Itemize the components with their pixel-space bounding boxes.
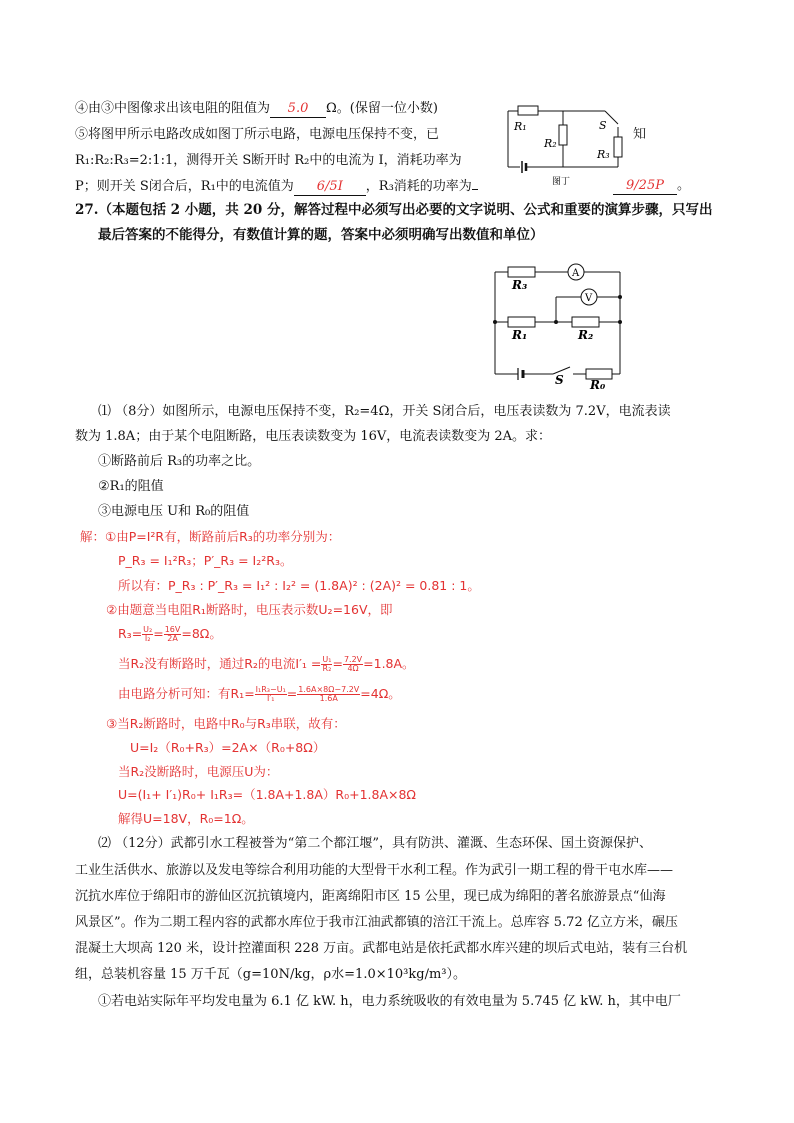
circuit-label-r1: R₁ [512, 328, 528, 342]
circuit-diagram-main [488, 258, 638, 390]
q27-p2-line6: 组，总装机容量 15 万千瓦（g=10N/kg，ρ水=1.0×10³kg/m³）。 [75, 967, 466, 982]
solution-step3: 所以有：P_R₃ : P′_R₃ = I₁² : I₂² = (1.8A)² : (2A)² = 0.81 : 1。 [118, 578, 480, 593]
circuit-voltmeter-label: V [585, 293, 593, 304]
q27-p2-line5: 混凝土大坝高 120 米，设计控灌面积 228 万亩。武都电站是依托武都水库兴建的坝后式电站，装有三台机 [75, 941, 688, 956]
q27-header-line2: 最后答案的不能得分，有数值计算的题，答案中必须明确写出数值和单位） [98, 227, 544, 243]
solution-step8: ③当R₂断路时，电路中R₀与R₃串联，故有： [106, 716, 346, 731]
q27-p2-question1: ①若电站实际年平均发电量为 6.1 亿 kW. h，电力系统吸收的有效电量为 5.745 亿 kW. h，其中电厂 [98, 994, 681, 1009]
solution-step5: R₃= $\frac{\text{U₂}}{\text{I₂}}$ = $\frac{16V}{2A}$ =8Ω。 [118, 625, 222, 643]
q26-item4: ④由③中图像求出该电阻的阻值为 5.0 Ω。(保留一位小数) [75, 101, 438, 116]
circuit-ding-label-r2: R₂ [544, 137, 557, 150]
q27-p1-question1: ①断路前后 R₃的功率之比。 [98, 454, 261, 469]
q27-p1-line2: 数为 1.8A；由于某个电阻断路，电压表读数变为 16V，电流表读数变为 2A。求： [75, 429, 552, 444]
q26-item5-line2: R₁:R₂:R₃=2:1:1，测得开关 S断开时 R₂中的电流为 I，消耗功率为 [75, 153, 462, 168]
circuit-ding-resistor-r2 [559, 125, 567, 145]
circuit-ding-switch-s [605, 111, 618, 124]
q26-item5-line1: ⑤将图甲所示电路改成如图丁所示电路，电源电压保持不变，已 [75, 127, 440, 142]
circuit-resistor-r1 [508, 317, 535, 327]
circuit-resistor-r2 [572, 317, 599, 327]
solution-step2: P_R₃ = I₁²R₃；P′_R₃ = I₂²R₃。 [118, 553, 293, 568]
q26-item4-answer: 5.0 [270, 100, 326, 118]
solution-step12: 解得U=18V，R₀=1Ω。 [118, 811, 254, 826]
q27-p1-question2: ②R₁的阻值 [98, 479, 164, 494]
q26-item5-line1-tail: 知 [633, 127, 647, 142]
circuit-label-r0: R₀ [590, 378, 606, 390]
q27-p2-line4: 风景区”。作为二期工程内容的武都水库位于我市江油武都镇的涪江干流上。总库容 5.72 亿立方米，碾压 [75, 915, 678, 930]
q26-item5-answer2: 9/25P [613, 177, 677, 195]
circuit-resistor-r3 [508, 267, 535, 277]
circuit-ding-resistor-r3 [614, 137, 622, 157]
solution-step9: U=I₂（R₀+R₃）=2A×（R₀+8Ω） [130, 740, 326, 755]
solution-step4: ②由题意当电阻R₁断路时，电压表示数U₂=16V，即 [106, 602, 393, 617]
solution-step10: 当R₂没断路时，电源压U为： [118, 764, 279, 779]
q27-p2-line1: ⑵ （12分）武都引水工程被誉为“第二个都江堰”，具有防洪、灌溉、生态环保、国土资源保护、 [98, 836, 652, 851]
q27-p1-question3: ③电源电压 U和 R₀的阻值 [98, 504, 250, 519]
circuit-label-r2: R₂ [578, 328, 594, 342]
q27-header-line1: 27.（本题包括 2 小题，共 20 分，解答过程中必须写出必要的文字说明、公式和重要的演算步骤，只写出 [75, 202, 713, 218]
circuit-ding-caption: 图丁 [552, 177, 571, 187]
solution-step6: 当R₂没有断路时，通过R₂的电流I′₁ = $\frac{\text{U₁}}{\text{R₂}}$ = $\frac{7.2V}{4\Omega}$ =1.8A。 [118, 655, 415, 673]
q27-p2-line3: 沉抗水库位于绵阳市的游仙区沉抗镇境内，距离绵阳市区 15 公里，现已成为绵阳的著名旅游景点“仙海 [75, 889, 666, 904]
circuit-ding-label-r3: R₃ [597, 148, 610, 161]
q27-p1-line1: ⑴ （8分）如图所示，电源电压保持不变，R₂=4Ω，开关 S闭合后，电压表读数为 7.2V，电流表读 [98, 404, 671, 419]
circuit-ding-label-s: S [599, 119, 607, 132]
circuit-label-s: S [555, 373, 564, 387]
circuit-ammeter-label: A [572, 268, 580, 279]
solution-step1: 解：①由P=I²R有，断路前后R₃的功率分别为： [80, 529, 341, 544]
q26-item5-line3: P；则开关 S闭合后，R₁中的电流值为 6/5I ，R₃消耗的功率为 [75, 177, 478, 196]
solution-step11: U=(I₁+ I′₁)R₀+ I₁R₃=（1.8A+1.8A）R₀+1.8A×8Ω [118, 787, 416, 802]
q26-item5-line3-end: 9/25P 。 [613, 177, 690, 195]
circuit-ding-label-r1: R₁ [514, 120, 527, 133]
q27-p2-line2: 工业生活供水、旅游以及发电等综合利用功能的大型骨干水利工程。作为武引一期工程的骨干屯水库—— [75, 863, 674, 878]
circuit-ding-resistor-r1 [518, 106, 538, 115]
q26-item5-answer1: 6/5I [294, 178, 366, 196]
circuit-label-r3: R₃ [512, 278, 528, 292]
circuit-diagram-ding [500, 100, 640, 192]
solution-step7: 由电路分析可知：有R₁= $\frac{\text{I₁R₃−U₁}}{\text{I′₁}}$ = $\frac{1.6A\times 8\Omega-7.2V}{1.6A}$ =4Ω。 [118, 685, 401, 703]
